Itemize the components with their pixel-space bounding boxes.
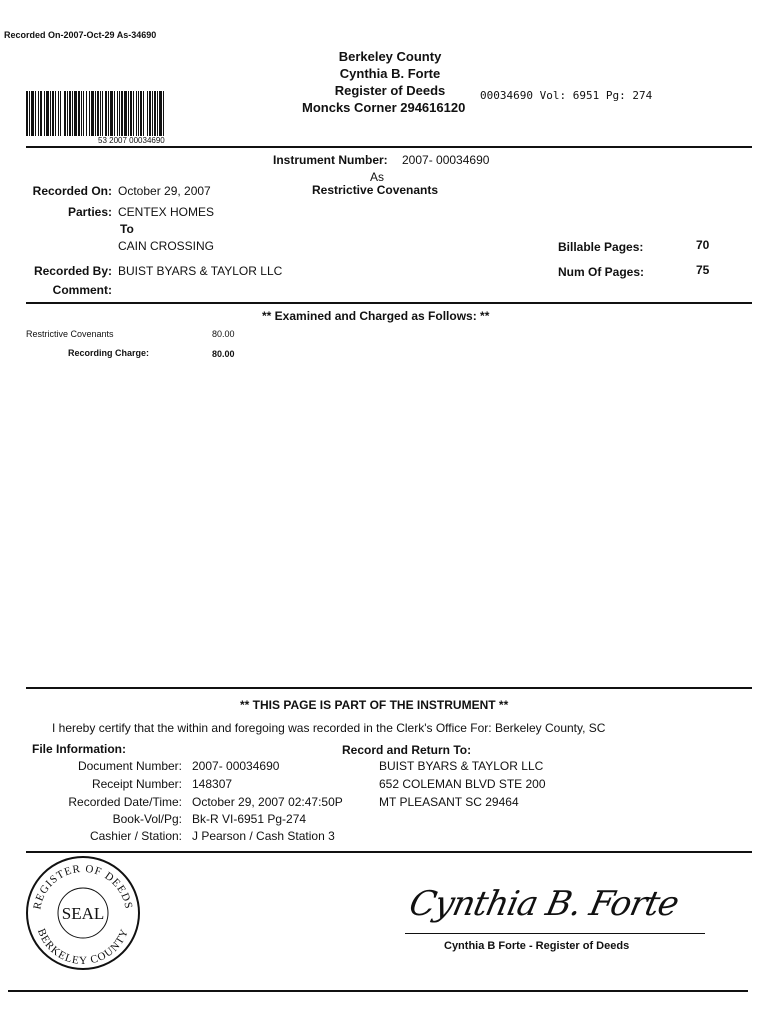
- recording-charge-label: Recording Charge:: [68, 348, 150, 358]
- file-info-label: Document Number:: [77, 759, 182, 773]
- recorded-on-value: October 29, 2007: [118, 184, 211, 198]
- comment-label: Comment:: [52, 283, 112, 297]
- barcode-caption: 53 2007 00034690: [98, 136, 165, 145]
- seal-bottom-text: BERKELEY COUNTY: [34, 926, 132, 968]
- divider: [26, 302, 752, 304]
- office-name: Register of Deeds: [334, 83, 446, 98]
- to-label: To: [120, 222, 134, 236]
- register-seal: [18, 853, 148, 973]
- billable-pages-value: 70: [696, 238, 710, 252]
- recorded-by-label: Recorded By:: [33, 264, 112, 278]
- file-info-label: Recorded Date/Time:: [68, 795, 182, 809]
- certification-title: ** THIS PAGE IS PART OF THE INSTRUMENT **: [240, 698, 509, 712]
- file-info-value: J Pearson / Cash Station 3: [192, 829, 335, 843]
- file-info-value: 2007- 00034690: [192, 759, 280, 773]
- signature-line: [405, 933, 705, 934]
- file-info-label: Cashier / Station:: [89, 829, 182, 843]
- charge-item-label: Restrictive Covenants: [26, 329, 114, 339]
- return-to-title: Record and Return To:: [342, 743, 472, 757]
- return-to-line: 652 COLEMAN BLVD STE 200: [379, 777, 546, 791]
- office-location: Moncks Corner 294616120: [302, 100, 466, 115]
- footer-divider: [8, 990, 748, 992]
- file-info-label: Receipt Number:: [91, 777, 182, 791]
- seal-center-text: SEAL: [61, 904, 105, 923]
- barcode-bar: [164, 91, 166, 136]
- num-pages-label: Num Of Pages:: [558, 265, 645, 279]
- instrument-type: Restrictive Covenants: [312, 183, 439, 197]
- party-to: CAIN CROSSING: [118, 239, 215, 253]
- instrument-number-label: Instrument Number:: [273, 153, 388, 167]
- divider: [26, 146, 752, 148]
- register-name: Cynthia B. Forte: [339, 66, 441, 81]
- billable-pages-label: Billable Pages:: [558, 240, 644, 254]
- file-info-value: 148307: [192, 777, 233, 791]
- charges-title: ** Examined and Charged as Follows: **: [262, 309, 490, 323]
- file-info-title: File Information:: [32, 742, 126, 756]
- seal-top-text: REGISTER OF DEEDS: [31, 862, 135, 911]
- instrument-number-value: 2007- 00034690: [402, 153, 490, 167]
- num-pages-value: 75: [696, 263, 710, 277]
- charge-item-value: 80.00: [212, 329, 235, 339]
- return-to-line: MT PLEASANT SC 29464: [379, 795, 519, 809]
- recorded-by-value: BUIST BYARS & TAYLOR LLC: [118, 264, 283, 278]
- return-to-line: BUIST BYARS & TAYLOR LLC: [379, 759, 544, 773]
- recorded-stamp: Recorded On-2007-Oct-29 As-34690: [4, 30, 157, 40]
- signature-image: Cynthia B. Forte: [405, 884, 682, 924]
- as-label: As: [370, 170, 385, 184]
- divider: [26, 687, 752, 689]
- file-info-value: October 29, 2007 02:47:50P: [192, 795, 343, 809]
- recorded-on-label: Recorded On:: [32, 184, 112, 198]
- signature-caption: Cynthia B Forte - Register of Deeds: [444, 940, 630, 952]
- file-info-value: Bk-R VI-6951 Pg-274: [192, 812, 307, 826]
- certification-statement: I hereby certify that the within and foregoing was recorded in the Clerk's Office For: Berkeley County, SC: [52, 721, 606, 735]
- party-from: CENTEX HOMES: [118, 205, 215, 219]
- county-name: Berkeley County: [338, 49, 442, 64]
- barcode: [26, 91, 246, 136]
- recording-charge-value: 80.00: [212, 349, 235, 359]
- volume-reference: 00034690 Vol: 6951 Pg: 274: [480, 89, 653, 102]
- file-info-label: Book-Vol/Pg:: [112, 812, 182, 826]
- parties-label: Parties:: [67, 205, 112, 219]
